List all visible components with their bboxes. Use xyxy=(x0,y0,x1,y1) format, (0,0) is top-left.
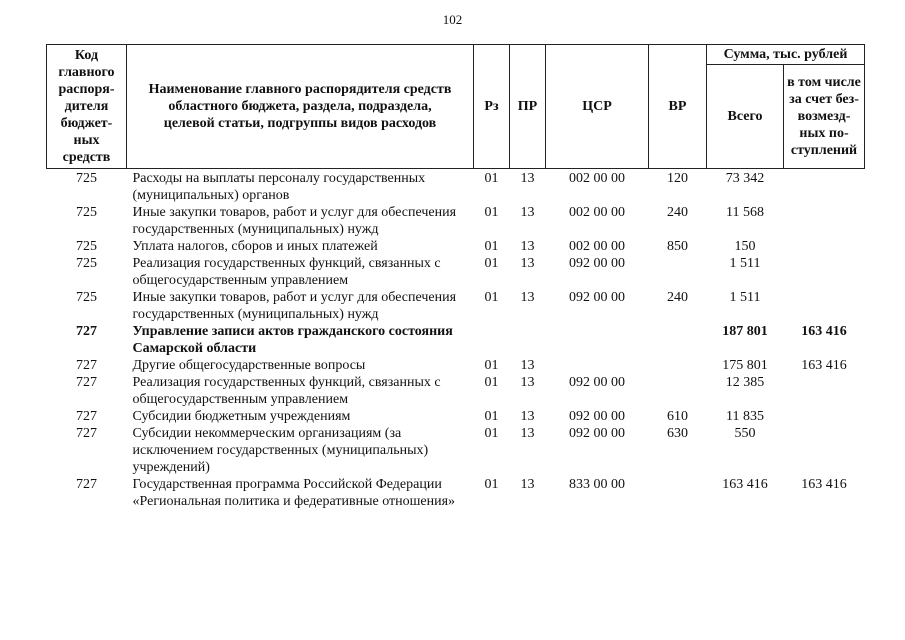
cell-pr: 13 xyxy=(520,290,535,305)
cell-vr: 630 xyxy=(667,426,688,441)
cell-vr xyxy=(649,357,707,374)
cell-rz: 01 xyxy=(484,256,499,271)
cell-code: 725 xyxy=(76,239,97,254)
cell-name: Иные закупки товаров, работ и услуг для обеспечения государственных (муниципальных) нужд xyxy=(132,205,457,237)
cell-csr xyxy=(546,357,649,374)
cell-pr: 13 xyxy=(520,256,535,271)
cell-vr: 240 xyxy=(667,205,688,220)
cell-rz: 01 xyxy=(484,239,499,254)
cell-rz: 01 xyxy=(484,426,499,441)
table-row xyxy=(47,289,865,323)
cell-csr: 002 00 00 xyxy=(569,239,625,254)
cell-rz: 01 xyxy=(484,205,499,220)
table-row xyxy=(47,204,865,238)
cell-vr xyxy=(649,255,707,289)
cell-csr: 092 00 00 xyxy=(569,256,625,271)
page-number: 102 xyxy=(442,12,463,27)
cell-name: Реализация государственных функций, связанных с общегосударственным управлением xyxy=(132,256,441,288)
table-body xyxy=(47,169,865,511)
cell-vr xyxy=(649,374,707,408)
cell-total: 187 801 xyxy=(722,324,768,339)
cell-pr: 13 xyxy=(520,375,535,390)
cell-free xyxy=(784,425,865,476)
cell-code: 725 xyxy=(76,290,97,305)
cell-code: 727 xyxy=(76,409,97,424)
cell-name: Другие общегосударственные вопросы xyxy=(132,358,366,373)
cell-csr xyxy=(546,323,649,357)
cell-pr: 13 xyxy=(520,171,535,186)
cell-pr: 13 xyxy=(520,477,535,492)
cell-csr: 833 00 00 xyxy=(569,477,625,492)
cell-free: 163 416 xyxy=(801,324,847,339)
cell-total: 550 xyxy=(734,426,756,441)
cell-free: 163 416 xyxy=(801,358,847,373)
cell-free xyxy=(784,204,865,238)
cell-code: 725 xyxy=(76,205,97,220)
cell-csr: 092 00 00 xyxy=(569,375,625,390)
cell-name: Государственная программа Российской Федерации «Региональная политика и федеративные отношения» xyxy=(132,477,456,509)
cell-rz: 01 xyxy=(484,409,499,424)
cell-name: Субсидии бюджетным учреждениям xyxy=(132,409,351,424)
cell-code: 727 xyxy=(76,426,97,441)
cell-rz: 01 xyxy=(484,477,499,492)
cell-pr: 13 xyxy=(520,205,535,220)
cell-vr: 850 xyxy=(667,239,688,254)
cell-rz xyxy=(474,323,510,357)
cell-free xyxy=(784,255,865,289)
cell-name: Управление записи актов гражданского состояния Самарской области xyxy=(132,324,453,356)
header-total: Всего xyxy=(707,65,784,169)
cell-code: 727 xyxy=(76,375,97,390)
cell-pr: 13 xyxy=(520,409,535,424)
cell-code: 727 xyxy=(76,358,97,373)
cell-free xyxy=(784,289,865,323)
cell-free xyxy=(784,169,865,205)
table-row-section xyxy=(47,323,865,357)
cell-pr xyxy=(510,323,546,357)
cell-total: 11 835 xyxy=(726,409,764,424)
cell-rz: 01 xyxy=(484,171,499,186)
table-row xyxy=(47,374,865,408)
table-row xyxy=(47,238,865,255)
cell-csr: 002 00 00 xyxy=(569,171,625,186)
header-sum: Сумма, тыс. рублей xyxy=(707,45,865,65)
table-row xyxy=(47,255,865,289)
table-row xyxy=(47,476,865,510)
cell-total: 1 511 xyxy=(729,256,761,271)
cell-vr xyxy=(649,323,707,357)
cell-code: 725 xyxy=(76,171,97,186)
table-row xyxy=(47,408,865,425)
cell-code: 725 xyxy=(76,256,97,271)
header-vr: ВР xyxy=(649,45,707,169)
cell-free xyxy=(784,374,865,408)
cell-csr: 092 00 00 xyxy=(569,426,625,441)
cell-name: Уплата налогов, сборов и иных платежей xyxy=(132,239,378,254)
cell-name: Иные закупки товаров, работ и услуг для обеспечения государственных (муниципальных) нужд xyxy=(132,290,457,322)
cell-total: 11 568 xyxy=(726,205,764,220)
header-code: Код главного распоря- дителя бюджет- ных средств xyxy=(47,45,127,169)
cell-csr: 092 00 00 xyxy=(569,409,625,424)
header-name: Наименование главного распорядителя средств областного бюджета, раздела, подраздела, целевой статьи, подгруппы видов расходов xyxy=(127,45,474,169)
cell-pr: 13 xyxy=(520,239,535,254)
cell-free xyxy=(784,238,865,255)
cell-code: 727 xyxy=(76,324,97,339)
table-row xyxy=(47,169,865,205)
cell-free: 163 416 xyxy=(801,477,847,492)
cell-total: 150 xyxy=(734,239,756,254)
header-csr: ЦСР xyxy=(546,45,649,169)
cell-rz: 01 xyxy=(484,375,499,390)
table-row xyxy=(47,357,865,374)
cell-total: 163 416 xyxy=(722,477,768,492)
cell-name: Субсидии некоммерческим организациям (за исключением государственных (муниципальных) учреждений) xyxy=(132,426,429,475)
cell-total: 175 801 xyxy=(722,358,768,373)
cell-pr: 13 xyxy=(520,358,535,373)
cell-rz: 01 xyxy=(484,290,499,305)
cell-free xyxy=(784,408,865,425)
cell-code: 727 xyxy=(76,477,97,492)
cell-rz: 01 xyxy=(484,358,499,373)
cell-total: 1 511 xyxy=(729,290,761,305)
header-pr: ПР xyxy=(510,45,546,169)
cell-name: Реализация государственных функций, связанных с общегосударственным управлением xyxy=(132,375,441,407)
cell-csr: 002 00 00 xyxy=(569,205,625,220)
table-row xyxy=(47,425,865,476)
header-free: в том числе за счет без- возмезд- ных по- ступлений xyxy=(784,65,865,169)
budget-table xyxy=(46,44,865,510)
cell-total: 12 385 xyxy=(725,375,765,390)
cell-total: 73 342 xyxy=(725,171,765,186)
cell-vr: 240 xyxy=(667,290,688,305)
cell-vr: 610 xyxy=(667,409,688,424)
cell-vr xyxy=(649,476,707,510)
cell-csr: 092 00 00 xyxy=(569,290,625,305)
cell-name: Расходы на выплаты персоналу государственных (муниципальных) органов xyxy=(132,171,426,203)
cell-pr: 13 xyxy=(520,426,535,441)
header-rz: Рз xyxy=(474,45,510,169)
cell-vr: 120 xyxy=(667,171,688,186)
table-header xyxy=(47,45,865,169)
